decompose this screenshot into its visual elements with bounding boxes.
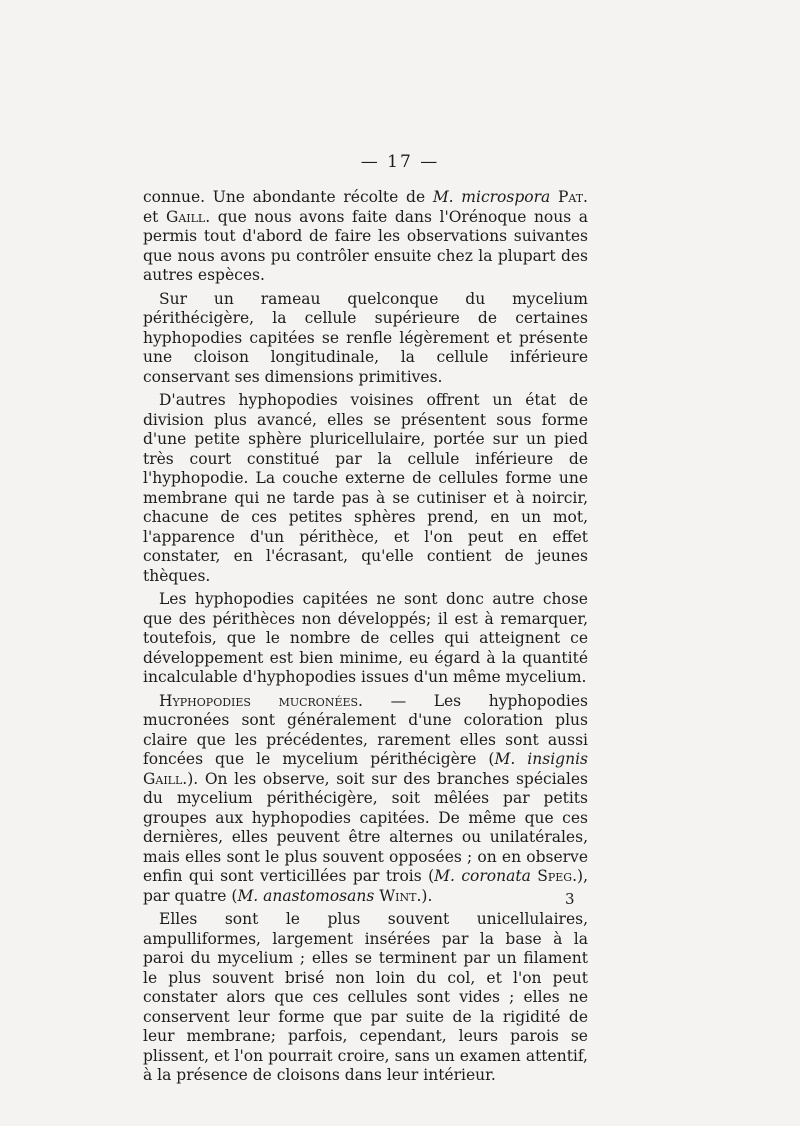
- text-segment: [550, 188, 558, 206]
- paragraph-6: [143, 910, 588, 1086]
- text-segment: M. coronata: [434, 867, 531, 885]
- text-segment: M. anastomosans: [237, 886, 375, 905]
- text-segment: ). On les observe, soit sur des branches spéciales du mycelium périthécigère, soit mêlées par petits groupes aux hyphopodies capitées. De même que ces dernières, elles peuvent être alternes ou unilatérales, mais elles sont le plus souvent opposées ; on en observe enfin qui sont verticillées par trois (: [143, 769, 588, 885]
- text-segment: M. microspora: [432, 188, 551, 206]
- text-segment: Wint.: [379, 886, 422, 905]
- text-segment: Hyphopodies mucronées.: [159, 691, 363, 710]
- text-segment: Sur un rameau quelconque du mycelium périthécigère, la cellule supérieure de certaines hyphopodies capitées se renfle légèrement et présente une cloison longitudinale, la cellule inférieure conservant ses dimensions primitives.: [143, 289, 588, 386]
- text-segment: Gaill.: [165, 207, 211, 226]
- text-segment: connue. Une abondante récolte de: [143, 188, 433, 206]
- signature-mark: 3: [565, 890, 575, 908]
- text-segment: ).: [421, 886, 433, 905]
- text-segment: Gaill.: [143, 769, 188, 788]
- paragraph-4: [143, 590, 588, 688]
- text-segment: Speg.: [537, 867, 578, 885]
- text-segment: D'autres hyphopodies voisines offrent un état de division plus avancé, elles se présentent sous forme d'une petite sphère pluricellulaire, portée sur un pied très court constitué par la cellule inférieure de l'hyphopodie. La couche externe de cellules forme une membrane qui ne tarde pas à se cutiniser et à noircir, chacune de ces petites sphères prend, en un mot, l'apparence d'un périthèce, et l'on peut en effet constater, en l'écrasant, qu'elle contient de jeunes thèques.: [143, 391, 588, 585]
- paragraph-1: [143, 188, 588, 286]
- paragraph-2: [143, 290, 588, 388]
- text-segment: et: [143, 207, 166, 226]
- text-segment: Pat.: [557, 188, 588, 206]
- paragraph-5: [143, 692, 588, 907]
- body-text: [143, 188, 588, 1090]
- text-segment: ), par quatre (: [143, 867, 588, 905]
- paragraph-3: [143, 391, 588, 586]
- text-segment: Elles sont le plus souvent unicellulaires, ampulliformes, largement insérées par la base à la paroi du mycelium ; elles se terminent par un filament le plus souvent brisé non loin du col, et l'on peut constater alors que ces cellules sont vides ; elles ne conservent leur forme que par suite de la rigidité de leur membrane; parfois, cependant, leurs parois se plissent, et l'on pourrait croire, sans un examen attentif, à la présence de cloisons dans leur intérieur.: [143, 910, 588, 1084]
- text-segment: M. insignis: [494, 750, 588, 768]
- page-number: — 17 —: [360, 152, 440, 172]
- text-segment: Les hyphopodies capitées ne sont donc autre chose que des périthèces non développés; il est à remarquer, toutefois, que le nombre de celles qui atteignent ce développement est bien minime, eu égard à la quantité incalculable d'hyphopodies issues d'un même mycelium.: [143, 590, 588, 686]
- text-segment: — Les hyphopodies mucronées sont généralement d'une coloration plus claire que les précédentes, rarement elles sont aussi foncées que le mycelium périthécigère (: [143, 691, 589, 768]
- text-segment: que nous avons faite dans l'Orénoque nous a permis tout d'abord de faire les observations suivantes que nous avons pu contrôler ensuite chez la plupart des autres espèces.: [143, 207, 588, 284]
